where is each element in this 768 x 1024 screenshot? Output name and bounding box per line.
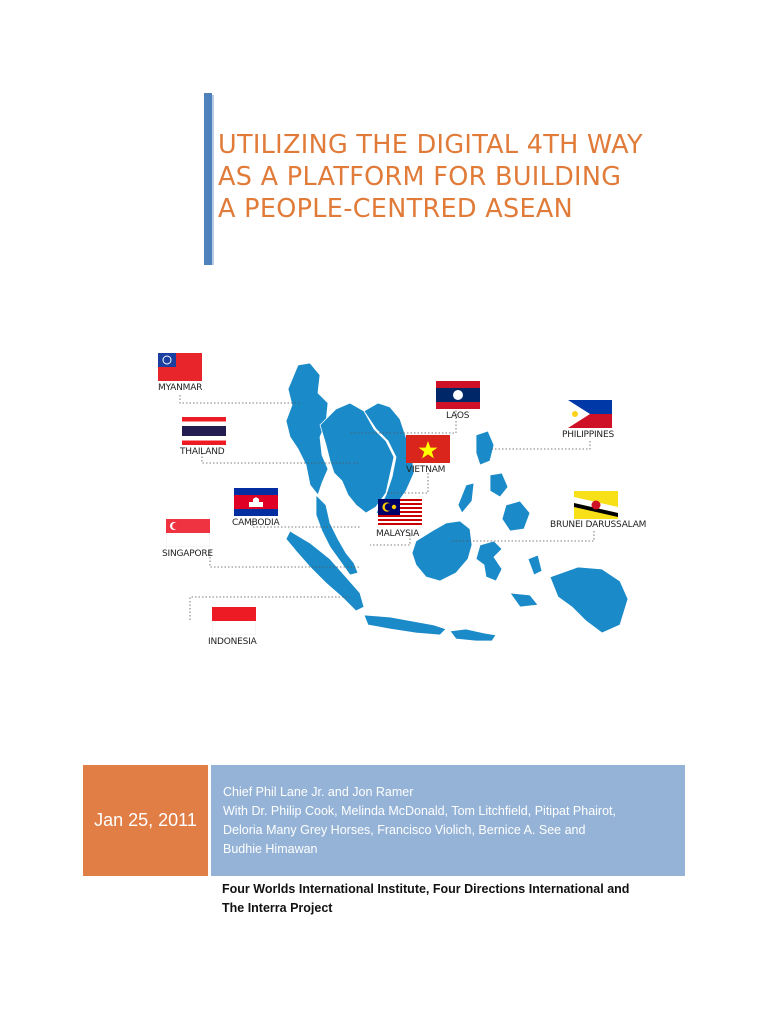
myanmar-flag-icon — [158, 353, 202, 381]
title-line-3: A PEOPLE-CENTRED ASEAN — [218, 194, 574, 224]
label-vietnam: VIETNAM — [406, 465, 446, 475]
indonesia-flag-icon — [212, 607, 256, 635]
label-indonesia: INDONESIA — [208, 637, 257, 647]
organization-line-1: Four Worlds International Institute, Four Directions International and — [222, 882, 630, 896]
document-title — [218, 129, 738, 225]
title-accent-shadow — [212, 95, 214, 265]
label-malaysia: MALAYSIA — [376, 529, 420, 539]
philippines-flag-icon — [568, 400, 612, 428]
date-box — [83, 765, 208, 876]
asean-map — [150, 345, 647, 660]
authors-line-3: Deloria Many Grey Horses, Francisco Violich, Bernice A. See and — [223, 823, 586, 837]
label-brunei: BRUNEI DARUSSALAM — [550, 520, 647, 530]
label-laos: LAOS — [446, 411, 470, 421]
label-singapore: SINGAPORE — [162, 549, 213, 559]
thailand-flag-icon — [182, 417, 226, 445]
label-philippines: PHILIPPINES — [562, 430, 614, 440]
malaysia-flag-icon — [378, 499, 422, 527]
title-line-1: UTILIZING THE DIGITAL 4TH WAY — [218, 130, 643, 160]
organization-line-2: The Interra Project — [222, 901, 333, 915]
cambodia-flag-icon — [234, 488, 278, 516]
vietnam-flag-icon — [406, 435, 450, 463]
label-thailand: THAILAND — [180, 447, 225, 457]
publication-date: Jan 25, 2011 — [94, 810, 197, 830]
organization — [222, 880, 692, 918]
title-line-2: AS A PLATFORM FOR BUILDING — [218, 162, 622, 192]
label-myanmar: MYANMAR — [158, 383, 203, 393]
brunei-flag-icon — [574, 491, 618, 519]
singapore-flag-icon — [166, 519, 210, 547]
title-accent-bar — [204, 93, 212, 265]
authors-line-1: Chief Phil Lane Jr. and Jon Ramer — [223, 785, 414, 799]
label-cambodia: CAMBODIA — [232, 518, 280, 528]
laos-flag-icon — [436, 381, 480, 409]
authors-line-2: With Dr. Philip Cook, Melinda McDonald, Tom Litchfield, Pitipat Phairot, — [223, 804, 616, 818]
authors-line-4: Budhie Himawan — [223, 842, 318, 856]
authors-box — [211, 765, 685, 876]
